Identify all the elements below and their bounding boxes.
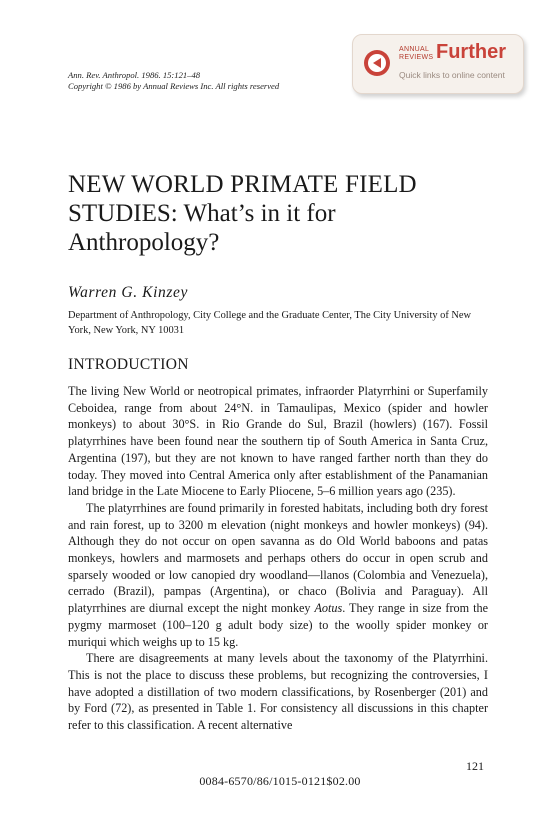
paragraph-text: . They range in size from the pygmy marmoset (100–120 g adult body size) to the woolly spider monkey or muriqui which weighs up to 15 kg. (68, 601, 488, 649)
footer-code: 0084-6570/86/1015-0121$02.00 (199, 774, 361, 788)
author-name: Warren G. Kinzey (68, 284, 188, 301)
journal-citation (68, 70, 279, 92)
wordmark-line: REVIEWS (399, 54, 434, 61)
page-number: 121 (466, 759, 484, 773)
paragraph: The living New World or neotropical primates, infraorder Platyrrhini or Superfamily Ceboidea, range from about 24°N. in Tamaulipas, Mexico (spider and howler monkeys) to about 30°S. in Rio Grande do Sul, Brazil (howlers) (167). Fossil platyrrhines have been found near the southern tip of South America in Santa Cruz, Argentina (197), but they are not known to have ranged farther north than they do today. They moved into Central America only after establishment of the Panamanian land bridge in the Late Miocene to Early Pliocene, 5–6 million years ago (235). (68, 384, 488, 499)
badge-subtitle: Quick links to online content (399, 70, 505, 80)
paragraph: There are disagreements at many levels about the taxonomy of the Platyrrhini. This is not the place to discuss these problems, but recognizing the controversies, I have adopted a distillation of two modern classifications, by Rosenberger (201) and by Ford (72), as presented in Table 1. For consistency all discussions in this chapter refer to this classification. A recent alternative (68, 651, 488, 733)
title-line: Anthropology? (68, 229, 220, 256)
citation-line: Ann. Rev. Anthropol. 1986. 15:121–48 (68, 70, 201, 80)
wordmark-line: ANNUAL (399, 46, 430, 53)
title-line: STUDIES: What’s in it for (68, 200, 336, 227)
paragraph-text: The platyrrhines are found primarily in forested habitats, including both dry forest and rain forest, up to 3200 m elevation (night monkeys and howler monkeys) (94). Although they do not occur on open savanna as do Old World baboons and patas monkeys, howlers and marmosets and perhaps others do occur in open scrub and sparsely wooded or low canopied dry woodland—llanos (Colombia and Venezuela), cerrado (Brazil), pampas (Argentina), or chaco (Bolivia and Paraguay). All platyrrhines are diurnal except the night monkey (68, 500, 488, 616)
author-affiliation: Department of Anthropology, City College and the Graduate Center, The City University of New York, New York, NY 10031 (68, 310, 471, 336)
play-arrow-icon (363, 49, 391, 77)
section-heading: INTRODUCTION (68, 356, 189, 373)
annual-reviews-wordmark (399, 46, 433, 62)
further-label: Further (436, 41, 506, 63)
annual-reviews-further-badge[interactable] (352, 34, 524, 94)
article-body (68, 383, 488, 734)
genus-name: Aotus (314, 601, 343, 616)
title-line: NEW WORLD PRIMATE FIELD (68, 171, 417, 198)
paragraph (68, 500, 488, 650)
copyright-line: Copyright © 1986 by Annual Reviews Inc. All rights reserved (68, 81, 280, 91)
article-title (68, 170, 468, 257)
